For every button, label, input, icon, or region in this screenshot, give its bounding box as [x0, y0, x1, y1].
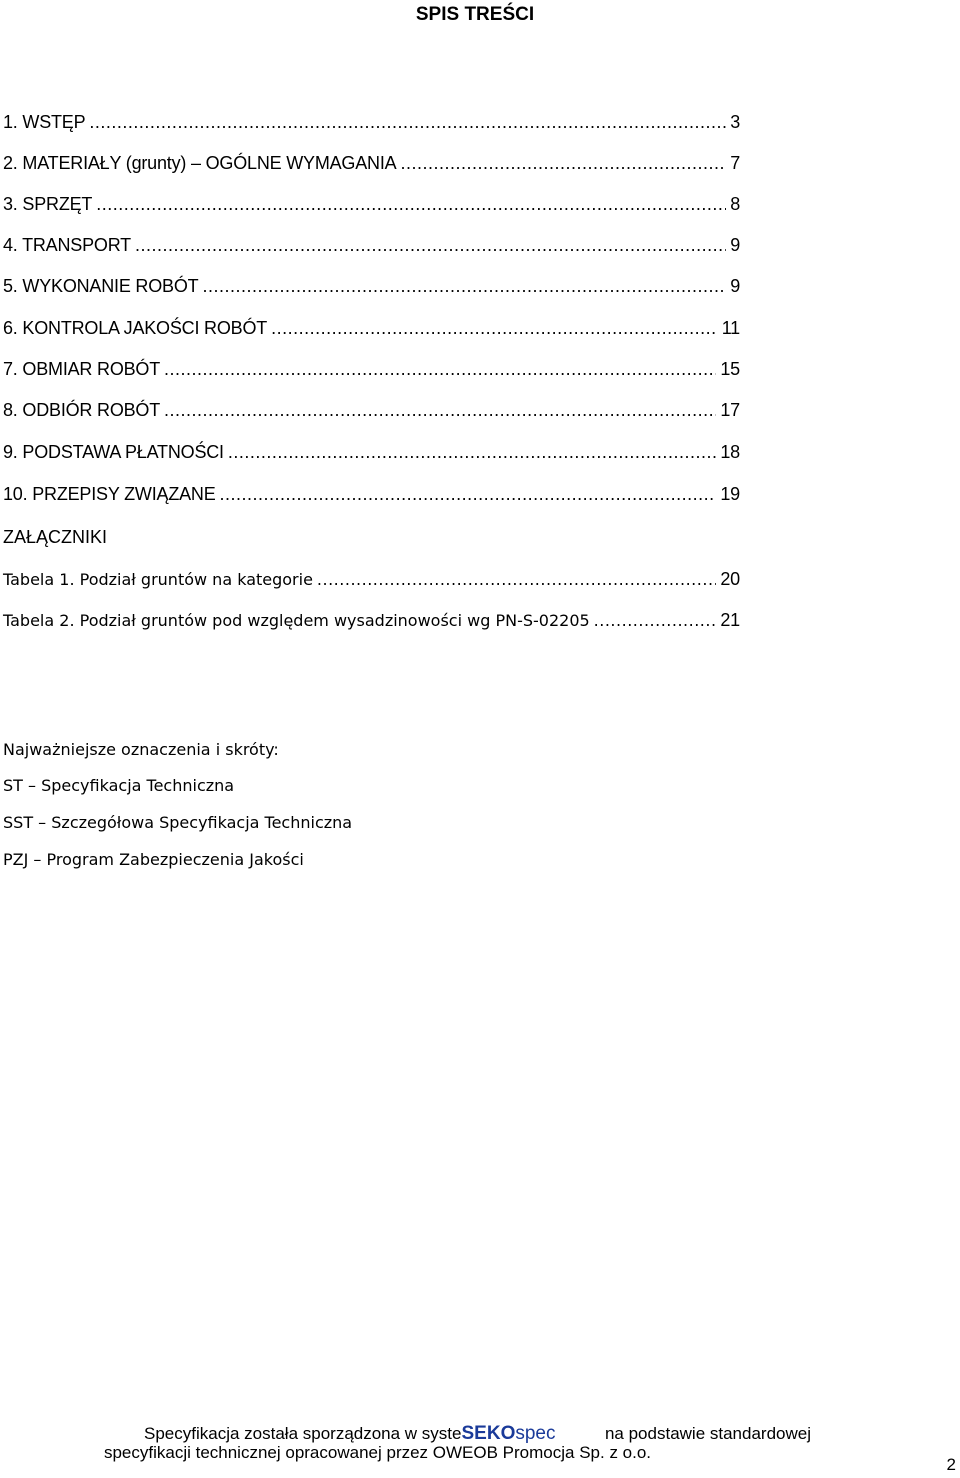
abbreviation-item: PZJ – Program Zabezpieczenia Jakości	[3, 850, 304, 869]
toc-dot-leader	[164, 400, 716, 421]
toc-entry-page: 18	[720, 442, 740, 462]
toc-dot-leader	[135, 235, 726, 256]
abbreviation-item: SST – Szczegółowa Specyfikacja Techniczna	[3, 813, 353, 832]
toc-dot-leader	[89, 112, 726, 133]
toc-dot-leader	[594, 611, 717, 630]
abbreviations-heading: Najważniejsze oznaczenia i skróty:	[3, 740, 279, 759]
toc-entry-page: 17	[720, 400, 740, 420]
page-number: 2	[946, 1455, 956, 1474]
toc-entry[interactable]	[3, 484, 740, 510]
toc-entry-label: 6. KONTROLA JAKOŚCI ROBÓT	[3, 318, 268, 338]
footer-line-2: specyfikacji technicznej opracowanej przez OWEOB Promocja Sp. z o.o.	[103, 1443, 652, 1462]
footer-line-1	[0, 1423, 955, 1445]
brand-bold: SEKO	[461, 1423, 516, 1444]
attachment-entry-label: Tabela 1. Podział gruntów na kategorie	[3, 570, 313, 589]
toc-dot-leader	[317, 570, 716, 589]
toc-entry[interactable]	[3, 318, 740, 344]
toc-entry-label: 10. PRZEPISY ZWIĄZANE	[3, 484, 216, 504]
toc-entry-label: 2. MATERIAŁY (grunty) – OGÓLNE WYMAGANIA	[3, 153, 397, 173]
toc-entry-label: 8. ODBIÓR ROBÓT	[3, 400, 161, 420]
footer-suffix: na podstawie standardowej	[604, 1424, 811, 1443]
toc-entry[interactable]	[3, 194, 740, 220]
attachment-entry[interactable]	[3, 610, 740, 636]
toc-entry-page: 19	[720, 484, 740, 504]
toc-entry-page: 9	[730, 235, 740, 255]
attachment-entry-label: Tabela 2. Podział gruntów pod względem wysadzinowości wg PN-S-02205	[3, 611, 590, 630]
toc-entry[interactable]	[3, 442, 740, 468]
toc-entry[interactable]	[3, 276, 740, 302]
toc-entry-page: 3	[730, 112, 740, 132]
toc-entry-label: 7. OBMIAR ROBÓT	[3, 359, 161, 379]
toc-dot-leader	[400, 153, 726, 174]
attachment-entry[interactable]	[3, 569, 740, 595]
toc-entry[interactable]	[3, 153, 740, 179]
toc-dot-leader	[220, 484, 717, 505]
toc-entry[interactable]	[3, 235, 740, 261]
attachment-entry-page: 20	[720, 569, 740, 589]
attachment-entry-page: 21	[720, 610, 740, 630]
toc-entry-page: 15	[720, 359, 740, 379]
toc-dot-leader	[228, 442, 717, 463]
toc-entry[interactable]	[3, 359, 740, 385]
toc-dot-leader	[271, 318, 718, 339]
toc-entry-page: 9	[730, 276, 740, 296]
page-title: SPIS TREŚCI	[415, 4, 535, 25]
toc-entry-page: 11	[721, 318, 740, 338]
toc-dot-leader	[96, 194, 726, 215]
toc-entry-label: 3. SPRZĘT	[3, 194, 93, 214]
toc-entry-label: 1. WSTĘP	[3, 112, 86, 132]
toc-entry-label: 5. WYKONANIE ROBÓT	[3, 276, 199, 296]
attachments-heading: ZAŁĄCZNIKI	[3, 527, 108, 547]
brand-light: spec	[515, 1423, 556, 1444]
toc-entry-label: 4. TRANSPORT	[3, 235, 131, 255]
toc-entry[interactable]	[3, 112, 740, 138]
toc-dot-leader	[164, 359, 716, 380]
toc-dot-leader	[202, 276, 726, 297]
footer-prefix: Specyfikacja została sporządzona w syste	[144, 1424, 462, 1443]
toc-entry-label: 9. PODSTAWA PŁATNOŚCI	[3, 442, 224, 462]
toc-entry-page: 7	[730, 153, 740, 173]
abbreviation-item: ST – Specyfikacja Techniczna	[3, 776, 235, 795]
toc-entry-page: 8	[730, 194, 740, 214]
toc-entry[interactable]	[3, 400, 740, 426]
